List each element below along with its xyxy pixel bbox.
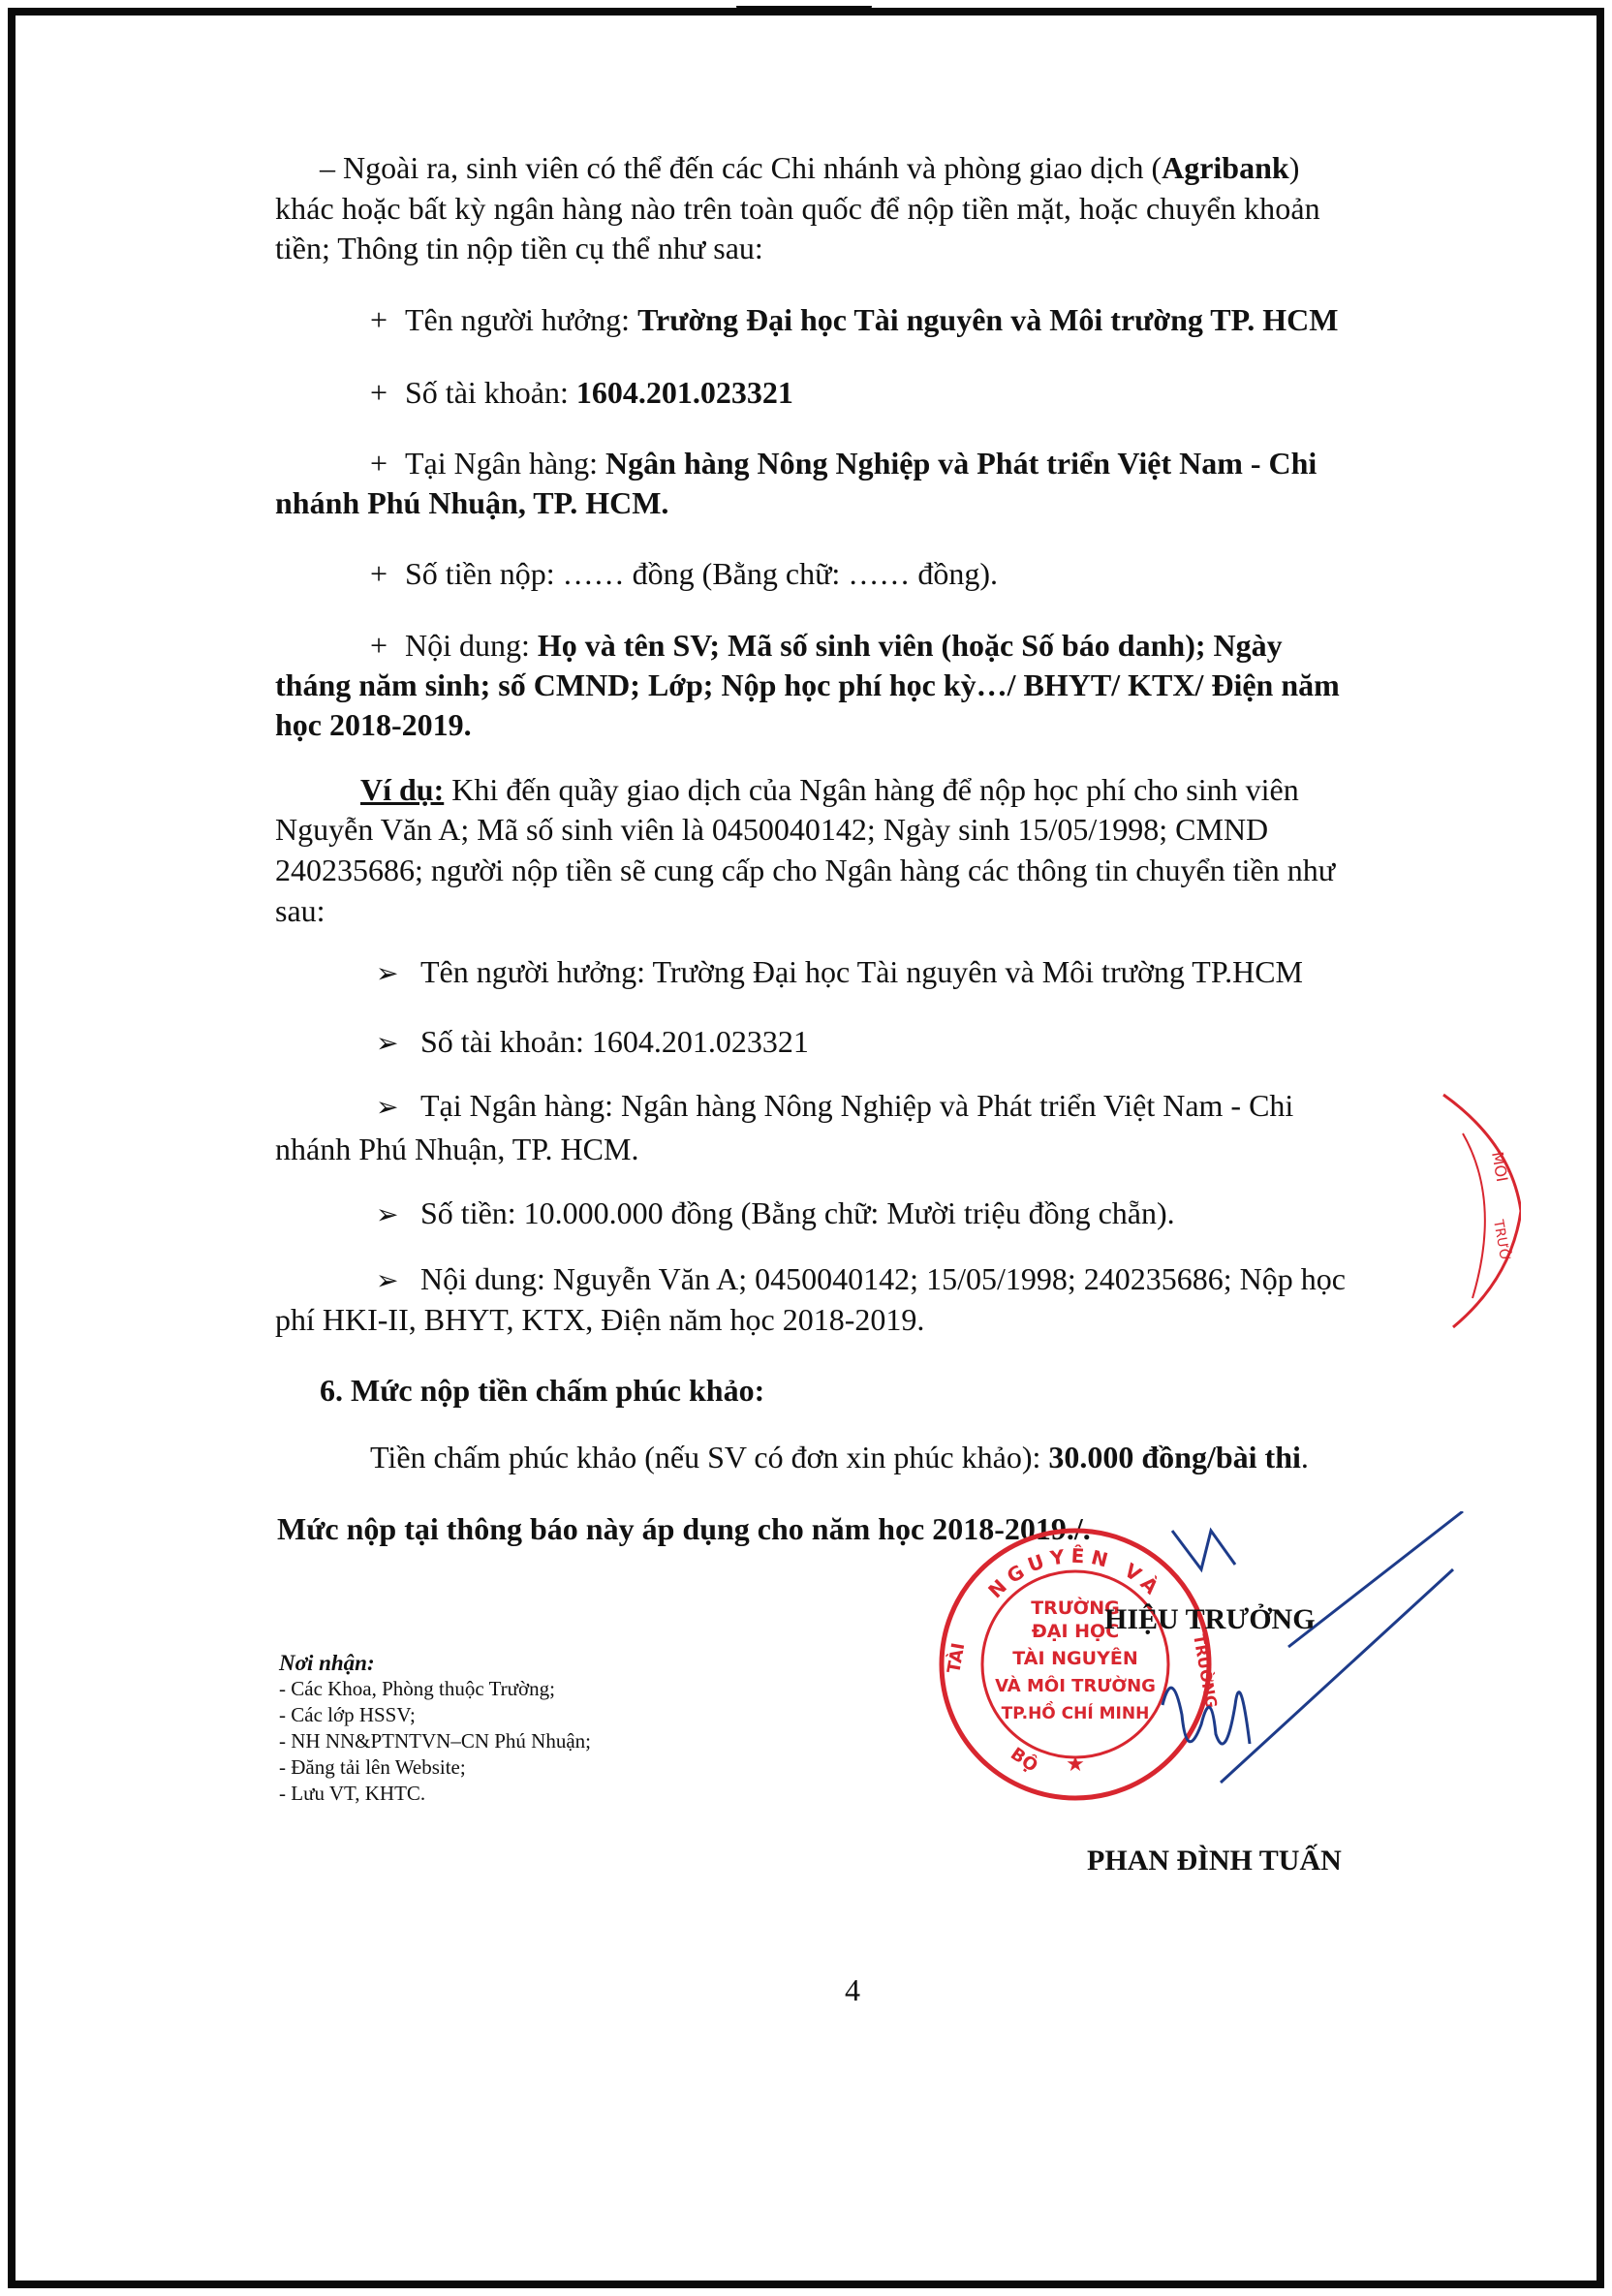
stamp-star-icon: ★ — [1066, 1753, 1085, 1777]
recipients — [279, 1650, 591, 1807]
content-line3: học 2018-2019. — [275, 707, 472, 742]
content-value: Họ và tên SV; Mã số sinh viên (hoặc Số báo danh); Ngày — [537, 628, 1283, 663]
arrow-icon: ➢ — [376, 957, 399, 989]
bullet-text: Tên người hưởng: Trường Đại học Tài nguyên và Môi trường TP.HCM — [420, 954, 1303, 989]
bank-value: Ngân hàng Nông Nghiệp và Phát triển Việt Nam - Chi — [605, 446, 1318, 481]
beneficiary-label: Tên người hưởng: — [405, 302, 638, 337]
para1-line1 — [320, 150, 1299, 185]
arrow-icon: ➢ — [376, 1198, 399, 1230]
account-label: Số tài khoản: — [405, 375, 576, 410]
beneficiary-line — [370, 302, 1338, 337]
account-line — [370, 375, 793, 410]
scan-tab — [736, 6, 872, 12]
period: . — [1300, 1440, 1309, 1474]
account-value: 1604.201.023321 — [575, 375, 793, 410]
para1-line3: tiền; Thông tin nộp tiền cụ thể như sau: — [275, 231, 763, 265]
stamp-bottom: BỘ — [1007, 1743, 1041, 1777]
stamp-side-right: TRƯỜNG — [1190, 1632, 1221, 1710]
para1-close: ) — [1288, 150, 1300, 185]
example-bullet-account — [376, 1024, 809, 1061]
regrade-fee-value: 30.000 đồng/bài thi — [1048, 1440, 1301, 1474]
bank-line2: nhánh Phú Nhuận, TP. HCM. — [275, 485, 669, 520]
example-label: Ví dụ: — [360, 772, 445, 807]
content-line1 — [370, 628, 1283, 663]
edge-stamp-text2: TRƯỜ — [1490, 1218, 1513, 1263]
recipient-item: - NH NN&PTNTVN–CN Phú Nhuận; — [279, 1729, 591, 1753]
arrow-icon: ➢ — [376, 1091, 399, 1123]
signer-name: PHAN ĐÌNH TUẤN — [1087, 1845, 1342, 1877]
plus-marker: + — [370, 302, 388, 337]
section6-text — [370, 1440, 1309, 1474]
example-bullet-content — [376, 1261, 1346, 1298]
amount-text: Số tiền nộp: …… đồng (Bằng chữ: …… đồng). — [405, 556, 998, 591]
plus-marker: + — [370, 375, 388, 410]
stamp-line3: TÀI NGUYÊN — [1012, 1648, 1138, 1669]
content-line2: tháng năm sinh; số CMND; Lớp; Nộp học phí học kỳ…/ BHYT/ KTX/ Điện năm — [275, 667, 1340, 702]
arrow-icon: ➢ — [376, 1264, 399, 1296]
bullet-text: Tại Ngân hàng: Ngân hàng Nông Nghiệp và Phát triển Việt Nam - Chi — [420, 1088, 1294, 1123]
signature — [1143, 1511, 1472, 1802]
recipient-item: - Lưu VT, KHTC. — [279, 1782, 426, 1805]
stamp-top-text: NGUYÊN VÀ — [983, 1543, 1167, 1603]
example-bullet-beneficiary — [376, 954, 1303, 991]
stamp-side-left: TÀI — [944, 1641, 970, 1675]
stamp-line1: TRƯỜNG — [1031, 1598, 1120, 1619]
example-line2: Nguyễn Văn A; Mã số sinh viên là 0450040142; Ngày sinh 15/05/1998; CMND — [275, 812, 1269, 847]
example-line4: sau: — [275, 893, 326, 928]
beneficiary-value: Trường Đại học Tài nguyên và Môi trường TP. HCM — [637, 302, 1339, 337]
example-text: Khi đến quầy giao dịch của Ngân hàng để nộp học phí cho sinh viên — [444, 772, 1299, 807]
agribank-label: Agribank — [1162, 150, 1289, 185]
stamp-line4: VÀ MÔI TRƯỜNG — [995, 1676, 1156, 1696]
stamp-line2: ĐẠI HỌC — [1031, 1621, 1120, 1642]
page-number: 4 — [845, 1972, 860, 2007]
amount-line — [370, 556, 998, 591]
example-bullet-bank-cont: nhánh Phú Nhuận, TP. HCM. — [275, 1132, 639, 1166]
arrow-icon: ➢ — [376, 1027, 399, 1059]
bank-label: Tại Ngân hàng: — [405, 446, 606, 481]
recipient-item: - Đăng tải lên Website; — [279, 1755, 466, 1779]
bullet-text: Số tiền: 10.000.000 đồng (Bằng chữ: Mười triệu đồng chẵn). — [420, 1195, 1175, 1230]
bank-line1 — [370, 446, 1317, 481]
recipient-item: - Các lớp HSSV; — [279, 1703, 416, 1726]
plus-marker: + — [370, 446, 388, 481]
page-border — [8, 8, 1604, 2288]
plus-marker: + — [370, 628, 388, 663]
stamp-line5: TP.HỒ CHÍ MINH — [1001, 1704, 1150, 1723]
bullet-text: Nội dung: Nguyễn Văn A; 0450040142; 15/05/1998; 240235686; Nộp học — [420, 1261, 1346, 1296]
example-line3: 240235686; người nộp tiền sẽ cung cấp cho Ngân hàng các thông tin chuyển tiền như — [275, 853, 1336, 887]
example-bullet-bank — [376, 1088, 1293, 1125]
recipient-item: - Các Khoa, Phòng thuộc Trường; — [279, 1677, 555, 1700]
recipients-title: Nơi nhận: — [279, 1651, 375, 1675]
para1-text: – Ngoài ra, sinh viên có thể đến các Chi nhánh và phòng giao dịch ( — [320, 150, 1162, 185]
para1-line2: khác hoặc bất kỳ ngân hàng nào trên toàn quốc để nộp tiền mặt, hoặc chuyển khoản — [275, 191, 1320, 226]
example-line1 — [360, 772, 1299, 807]
example-bullet-content-cont: phí HKI-II, BHYT, KTX, Điện năm học 2018-2019. — [275, 1302, 925, 1337]
signer-title: HIỆU TRƯỞNG — [1104, 1603, 1316, 1635]
apply-note: Mức nộp tại thông báo này áp dụng cho năm học 2018-2019./. — [277, 1511, 1091, 1546]
bullet-text: Số tài khoản: 1604.201.023321 — [420, 1024, 809, 1059]
regrade-fee-label: Tiền chấm phúc khảo (nếu SV có đơn xin phúc khảo): — [370, 1440, 1049, 1474]
svg-text:NGUYÊN VÀ — [983, 1544, 1166, 1603]
content-label: Nội dung: — [405, 628, 538, 663]
plus-marker: + — [370, 556, 388, 591]
example-bullet-amount — [376, 1195, 1175, 1232]
edge-stamp-text1: MÔI — [1488, 1150, 1512, 1184]
edge-stamp — [1434, 1085, 1521, 1337]
section6-heading: 6. Mức nộp tiền chấm phúc khảo: — [320, 1373, 765, 1408]
